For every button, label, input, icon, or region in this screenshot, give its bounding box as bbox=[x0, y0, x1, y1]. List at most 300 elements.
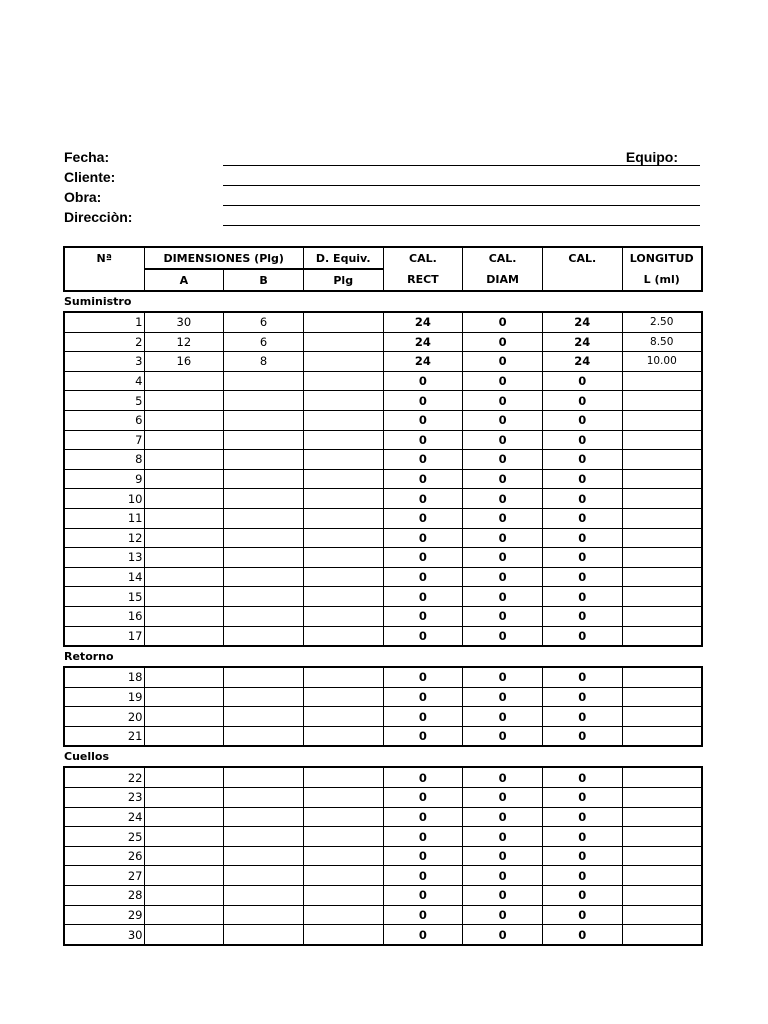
longitud-cell[interactable] bbox=[622, 925, 702, 945]
d-equiv-cell[interactable] bbox=[303, 767, 383, 787]
col-header-num: Nª bbox=[64, 247, 144, 269]
cal-rect-cell[interactable]: 0 bbox=[383, 807, 463, 827]
cal-diam-cell[interactable]: 0 bbox=[463, 567, 543, 587]
row-number-cell[interactable]: 29 bbox=[64, 905, 144, 925]
col-header-diam: DIAM bbox=[463, 269, 543, 291]
d-equiv-cell[interactable] bbox=[303, 626, 383, 646]
cal-cell[interactable]: 0 bbox=[542, 846, 622, 866]
dim-b-cell[interactable] bbox=[224, 548, 304, 568]
row-number-cell[interactable]: 24 bbox=[64, 807, 144, 827]
col-header-lml: L (ml) bbox=[622, 269, 702, 291]
dim-a-cell[interactable] bbox=[144, 788, 224, 808]
dim-b-cell[interactable] bbox=[224, 371, 304, 391]
col-header-rect: RECT bbox=[383, 269, 463, 291]
cal-diam-cell[interactable]: 0 bbox=[463, 687, 543, 707]
cal-diam-cell[interactable]: 0 bbox=[463, 886, 543, 906]
dim-b-cell[interactable] bbox=[224, 726, 304, 746]
d-equiv-cell[interactable] bbox=[303, 508, 383, 528]
cal-rect-cell[interactable]: 0 bbox=[383, 508, 463, 528]
cal-diam-cell[interactable]: 0 bbox=[463, 846, 543, 866]
d-equiv-cell[interactable] bbox=[303, 866, 383, 886]
cal-cell[interactable]: 0 bbox=[542, 866, 622, 886]
d-equiv-cell[interactable] bbox=[303, 391, 383, 411]
col-header-plg: Plg bbox=[303, 269, 383, 291]
row-number-cell[interactable]: 5 bbox=[64, 391, 144, 411]
cal-cell[interactable]: 0 bbox=[542, 606, 622, 626]
cal-cell[interactable]: 24 bbox=[542, 312, 622, 332]
row-number-cell[interactable]: 13 bbox=[64, 548, 144, 568]
dim-b-cell[interactable] bbox=[224, 410, 304, 430]
dim-a-cell[interactable] bbox=[144, 846, 224, 866]
longitud-cell[interactable]: 8.50 bbox=[622, 332, 702, 352]
fecha-label: Fecha: bbox=[64, 149, 110, 165]
cal-rect-cell[interactable]: 0 bbox=[383, 687, 463, 707]
direccion-line bbox=[223, 225, 700, 226]
d-equiv-cell[interactable] bbox=[303, 312, 383, 332]
dim-a-cell[interactable] bbox=[144, 567, 224, 587]
dim-b-cell[interactable] bbox=[224, 587, 304, 607]
cal-rect-cell[interactable]: 0 bbox=[383, 469, 463, 489]
equipo-label: Equipo: bbox=[625, 149, 678, 165]
longitud-cell[interactable] bbox=[622, 528, 702, 548]
row-number-cell[interactable]: 30 bbox=[64, 925, 144, 945]
table-row bbox=[64, 606, 702, 626]
table-row bbox=[64, 450, 702, 470]
direccion-label: Direcciòn: bbox=[64, 209, 133, 225]
table-row bbox=[64, 788, 702, 808]
dim-b-cell[interactable] bbox=[224, 508, 304, 528]
longitud-cell[interactable] bbox=[622, 626, 702, 646]
dim-b-cell[interactable] bbox=[224, 827, 304, 847]
col-header-dequiv: D. Equiv. bbox=[303, 247, 383, 269]
table-row bbox=[64, 528, 702, 548]
table-row bbox=[64, 352, 702, 372]
dim-a-cell[interactable] bbox=[144, 469, 224, 489]
col-header-a: A bbox=[144, 269, 224, 291]
cal-cell[interactable]: 0 bbox=[542, 391, 622, 411]
row-number-cell[interactable]: 26 bbox=[64, 846, 144, 866]
dim-a-cell[interactable]: 30 bbox=[144, 312, 224, 332]
longitud-cell[interactable] bbox=[622, 866, 702, 886]
cal-rect-cell[interactable]: 0 bbox=[383, 726, 463, 746]
cal-diam-cell[interactable]: 0 bbox=[463, 788, 543, 808]
longitud-cell[interactable] bbox=[622, 886, 702, 906]
cal-rect-cell[interactable]: 0 bbox=[383, 430, 463, 450]
table-row bbox=[64, 430, 702, 450]
cal-diam-cell[interactable]: 0 bbox=[463, 667, 543, 687]
row-number-cell[interactable]: 21 bbox=[64, 726, 144, 746]
cal-cell[interactable]: 0 bbox=[542, 450, 622, 470]
cal-diam-cell[interactable]: 0 bbox=[463, 807, 543, 827]
table-row bbox=[64, 905, 702, 925]
cal-rect-cell[interactable]: 0 bbox=[383, 905, 463, 925]
longitud-cell[interactable] bbox=[622, 606, 702, 626]
d-equiv-cell[interactable] bbox=[303, 905, 383, 925]
table-row bbox=[64, 410, 702, 430]
cal-cell[interactable]: 0 bbox=[542, 469, 622, 489]
dim-a-cell[interactable] bbox=[144, 925, 224, 945]
dim-b-cell[interactable] bbox=[224, 925, 304, 945]
cal-diam-cell[interactable]: 0 bbox=[463, 905, 543, 925]
d-equiv-cell[interactable] bbox=[303, 450, 383, 470]
table-row bbox=[64, 866, 702, 886]
dim-a-cell[interactable] bbox=[144, 606, 224, 626]
d-equiv-cell[interactable] bbox=[303, 687, 383, 707]
cal-cell[interactable]: 0 bbox=[542, 489, 622, 509]
section-title: Suministro bbox=[64, 295, 132, 308]
cal-cell[interactable]: 0 bbox=[542, 925, 622, 945]
row-number-cell[interactable]: 25 bbox=[64, 827, 144, 847]
dim-a-cell[interactable] bbox=[144, 391, 224, 411]
d-equiv-cell[interactable] bbox=[303, 567, 383, 587]
d-equiv-cell[interactable] bbox=[303, 489, 383, 509]
obra-label: Obra: bbox=[64, 189, 102, 205]
row-number-cell[interactable]: 9 bbox=[64, 469, 144, 489]
longitud-cell[interactable] bbox=[622, 410, 702, 430]
cal-cell[interactable]: 24 bbox=[542, 352, 622, 372]
row-number-cell[interactable]: 3 bbox=[64, 352, 144, 372]
section-row bbox=[64, 646, 702, 667]
d-equiv-cell[interactable] bbox=[303, 332, 383, 352]
row-number-cell[interactable]: 17 bbox=[64, 626, 144, 646]
cal-cell[interactable]: 0 bbox=[542, 807, 622, 827]
dim-a-cell[interactable] bbox=[144, 905, 224, 925]
fecha-row bbox=[64, 148, 700, 168]
cal-cell[interactable]: 0 bbox=[542, 707, 622, 727]
longitud-cell[interactable]: 10.00 bbox=[622, 352, 702, 372]
table-row bbox=[64, 371, 702, 391]
dim-a-cell[interactable] bbox=[144, 886, 224, 906]
dim-a-cell[interactable] bbox=[144, 807, 224, 827]
col-header-cal-rect: CAL. bbox=[383, 247, 463, 269]
cal-cell[interactable]: 0 bbox=[542, 508, 622, 528]
longitud-cell[interactable] bbox=[622, 371, 702, 391]
cal-diam-cell[interactable]: 0 bbox=[463, 587, 543, 607]
table-row bbox=[64, 469, 702, 489]
table-row bbox=[64, 391, 702, 411]
dim-b-cell[interactable] bbox=[224, 905, 304, 925]
direccion-row bbox=[64, 208, 700, 228]
cal-diam-cell[interactable]: 0 bbox=[463, 469, 543, 489]
table-row bbox=[64, 687, 702, 707]
cal-rect-cell[interactable]: 0 bbox=[383, 707, 463, 727]
table-row bbox=[64, 767, 702, 787]
dim-a-cell[interactable] bbox=[144, 489, 224, 509]
table-row bbox=[64, 312, 702, 332]
cal-cell[interactable]: 0 bbox=[542, 567, 622, 587]
d-equiv-cell[interactable] bbox=[303, 807, 383, 827]
row-number-cell[interactable]: 10 bbox=[64, 489, 144, 509]
d-equiv-cell[interactable] bbox=[303, 707, 383, 727]
cal-diam-cell[interactable]: 0 bbox=[463, 410, 543, 430]
cal-cell[interactable]: 0 bbox=[542, 410, 622, 430]
cal-diam-cell[interactable]: 0 bbox=[463, 332, 543, 352]
cal-diam-cell[interactable]: 0 bbox=[463, 827, 543, 847]
cal-diam-cell[interactable]: 0 bbox=[463, 726, 543, 746]
ducts-table bbox=[63, 246, 703, 946]
table-row bbox=[64, 846, 702, 866]
d-equiv-cell[interactable] bbox=[303, 430, 383, 450]
longitud-cell[interactable] bbox=[622, 489, 702, 509]
longitud-cell[interactable] bbox=[622, 827, 702, 847]
cal-diam-cell[interactable]: 0 bbox=[463, 371, 543, 391]
cal-rect-cell[interactable]: 0 bbox=[383, 767, 463, 787]
row-number-cell[interactable]: 20 bbox=[64, 707, 144, 727]
row-number-cell[interactable]: 22 bbox=[64, 767, 144, 787]
longitud-cell[interactable] bbox=[622, 707, 702, 727]
cal-rect-cell[interactable]: 0 bbox=[383, 528, 463, 548]
dim-b-cell[interactable] bbox=[224, 626, 304, 646]
cal-diam-cell[interactable]: 0 bbox=[463, 391, 543, 411]
dim-b-cell[interactable] bbox=[224, 430, 304, 450]
row-number-cell[interactable]: 27 bbox=[64, 866, 144, 886]
cal-rect-cell[interactable]: 0 bbox=[383, 788, 463, 808]
row-number-cell[interactable]: 28 bbox=[64, 886, 144, 906]
table-row bbox=[64, 667, 702, 687]
row-number-cell[interactable]: 12 bbox=[64, 528, 144, 548]
row-number-cell[interactable]: 14 bbox=[64, 567, 144, 587]
dim-a-cell[interactable] bbox=[144, 827, 224, 847]
dim-b-cell[interactable] bbox=[224, 807, 304, 827]
dim-a-cell[interactable] bbox=[144, 528, 224, 548]
dim-a-cell[interactable]: 16 bbox=[144, 352, 224, 372]
cal-diam-cell[interactable]: 0 bbox=[463, 352, 543, 372]
dim-b-cell[interactable] bbox=[224, 391, 304, 411]
cal-diam-cell[interactable]: 0 bbox=[463, 767, 543, 787]
table-row bbox=[64, 548, 702, 568]
dim-a-cell[interactable] bbox=[144, 687, 224, 707]
longitud-cell[interactable] bbox=[622, 807, 702, 827]
dim-a-cell[interactable] bbox=[144, 410, 224, 430]
col-header-longitud: LONGITUD bbox=[622, 247, 702, 269]
cal-diam-cell[interactable]: 0 bbox=[463, 866, 543, 886]
longitud-cell[interactable] bbox=[622, 587, 702, 607]
table-body bbox=[64, 291, 702, 945]
longitud-cell[interactable] bbox=[622, 567, 702, 587]
cal-diam-cell[interactable]: 0 bbox=[463, 626, 543, 646]
cliente-label: Cliente: bbox=[64, 169, 116, 185]
dim-a-cell[interactable] bbox=[144, 508, 224, 528]
row-number-cell[interactable]: 18 bbox=[64, 667, 144, 687]
d-equiv-cell[interactable] bbox=[303, 846, 383, 866]
cal-cell[interactable]: 0 bbox=[542, 827, 622, 847]
d-equiv-cell[interactable] bbox=[303, 726, 383, 746]
d-equiv-cell[interactable] bbox=[303, 925, 383, 945]
dim-b-cell[interactable]: 6 bbox=[224, 312, 304, 332]
d-equiv-cell[interactable] bbox=[303, 587, 383, 607]
cal-cell[interactable]: 0 bbox=[542, 667, 622, 687]
d-equiv-cell[interactable] bbox=[303, 371, 383, 391]
col-header-cal-diam: CAL. bbox=[463, 247, 543, 269]
cal-rect-cell[interactable]: 0 bbox=[383, 567, 463, 587]
cliente-line bbox=[223, 185, 700, 186]
table-row bbox=[64, 925, 702, 945]
cal-cell[interactable]: 0 bbox=[542, 626, 622, 646]
table-row bbox=[64, 489, 702, 509]
cal-rect-cell[interactable]: 24 bbox=[383, 352, 463, 372]
longitud-cell[interactable] bbox=[622, 469, 702, 489]
dim-a-cell[interactable] bbox=[144, 548, 224, 568]
form-header bbox=[64, 148, 700, 228]
cal-rect-cell[interactable]: 24 bbox=[383, 332, 463, 352]
dim-b-cell[interactable]: 6 bbox=[224, 332, 304, 352]
longitud-cell[interactable] bbox=[622, 667, 702, 687]
longitud-cell[interactable] bbox=[622, 846, 702, 866]
table-row bbox=[64, 827, 702, 847]
cal-cell[interactable]: 0 bbox=[542, 788, 622, 808]
cal-cell[interactable]: 0 bbox=[542, 430, 622, 450]
cal-rect-cell[interactable]: 24 bbox=[383, 312, 463, 332]
row-number-cell[interactable]: 19 bbox=[64, 687, 144, 707]
dim-b-cell[interactable] bbox=[224, 528, 304, 548]
longitud-cell[interactable] bbox=[622, 430, 702, 450]
dim-b-cell[interactable]: 8 bbox=[224, 352, 304, 372]
dim-a-cell[interactable] bbox=[144, 587, 224, 607]
obra-line bbox=[223, 205, 700, 206]
row-number-cell[interactable]: 8 bbox=[64, 450, 144, 470]
dim-a-cell[interactable] bbox=[144, 707, 224, 727]
table-row bbox=[64, 587, 702, 607]
section-title: Retorno bbox=[64, 650, 114, 664]
row-number-cell[interactable]: 23 bbox=[64, 788, 144, 808]
cal-rect-cell[interactable]: 0 bbox=[383, 391, 463, 411]
d-equiv-cell[interactable] bbox=[303, 788, 383, 808]
cal-diam-cell[interactable]: 0 bbox=[463, 450, 543, 470]
dim-b-cell[interactable] bbox=[224, 707, 304, 727]
cal-rect-cell[interactable]: 0 bbox=[383, 667, 463, 687]
cal-diam-cell[interactable]: 0 bbox=[463, 430, 543, 450]
dim-a-cell[interactable] bbox=[144, 430, 224, 450]
col-header-cal: CAL. bbox=[542, 247, 622, 269]
cal-rect-cell[interactable]: 0 bbox=[383, 450, 463, 470]
dim-b-cell[interactable] bbox=[224, 667, 304, 687]
dim-b-cell[interactable] bbox=[224, 886, 304, 906]
dim-b-cell[interactable] bbox=[224, 469, 304, 489]
cal-diam-cell[interactable]: 0 bbox=[463, 925, 543, 945]
cal-diam-cell[interactable]: 0 bbox=[463, 606, 543, 626]
cal-rect-cell[interactable]: 0 bbox=[383, 866, 463, 886]
obra-row bbox=[64, 188, 700, 208]
cal-cell[interactable]: 0 bbox=[542, 905, 622, 925]
row-number-cell[interactable]: 16 bbox=[64, 606, 144, 626]
cal-rect-cell[interactable]: 0 bbox=[383, 371, 463, 391]
dim-a-cell[interactable] bbox=[144, 626, 224, 646]
longitud-cell[interactable] bbox=[622, 788, 702, 808]
dim-a-cell[interactable]: 12 bbox=[144, 332, 224, 352]
longitud-cell[interactable] bbox=[622, 687, 702, 707]
d-equiv-cell[interactable] bbox=[303, 469, 383, 489]
dim-b-cell[interactable] bbox=[224, 567, 304, 587]
col-header-b: B bbox=[224, 269, 304, 291]
dim-a-cell[interactable] bbox=[144, 726, 224, 746]
row-number-cell[interactable]: 6 bbox=[64, 410, 144, 430]
dim-b-cell[interactable] bbox=[224, 450, 304, 470]
cal-rect-cell[interactable]: 0 bbox=[383, 886, 463, 906]
table-row bbox=[64, 332, 702, 352]
section-row bbox=[64, 291, 702, 312]
dim-a-cell[interactable] bbox=[144, 767, 224, 787]
d-equiv-cell[interactable] bbox=[303, 548, 383, 568]
dim-b-cell[interactable] bbox=[224, 866, 304, 886]
dim-a-cell[interactable] bbox=[144, 371, 224, 391]
cal-cell[interactable]: 0 bbox=[542, 726, 622, 746]
table-row bbox=[64, 726, 702, 746]
dim-b-cell[interactable] bbox=[224, 767, 304, 787]
d-equiv-cell[interactable] bbox=[303, 528, 383, 548]
d-equiv-cell[interactable] bbox=[303, 606, 383, 626]
cal-diam-cell[interactable]: 0 bbox=[463, 489, 543, 509]
col-header-num-blank bbox=[64, 269, 144, 291]
row-number-cell[interactable]: 15 bbox=[64, 587, 144, 607]
cal-cell[interactable]: 0 bbox=[542, 587, 622, 607]
cal-rect-cell[interactable]: 0 bbox=[383, 489, 463, 509]
longitud-cell[interactable] bbox=[622, 450, 702, 470]
cal-cell[interactable]: 24 bbox=[542, 332, 622, 352]
dim-b-cell[interactable] bbox=[224, 788, 304, 808]
d-equiv-cell[interactable] bbox=[303, 352, 383, 372]
longitud-cell[interactable] bbox=[622, 508, 702, 528]
longitud-cell[interactable] bbox=[622, 767, 702, 787]
longitud-cell[interactable] bbox=[622, 548, 702, 568]
cal-rect-cell[interactable]: 0 bbox=[383, 925, 463, 945]
dim-b-cell[interactable] bbox=[224, 489, 304, 509]
dim-a-cell[interactable] bbox=[144, 450, 224, 470]
cal-diam-cell[interactable]: 0 bbox=[463, 528, 543, 548]
cal-diam-cell[interactable]: 0 bbox=[463, 312, 543, 332]
cal-cell[interactable]: 0 bbox=[542, 886, 622, 906]
cal-cell[interactable]: 0 bbox=[542, 371, 622, 391]
longitud-cell[interactable]: 2.50 bbox=[622, 312, 702, 332]
cal-cell[interactable]: 0 bbox=[542, 548, 622, 568]
dim-b-cell[interactable] bbox=[224, 687, 304, 707]
dim-b-cell[interactable] bbox=[224, 846, 304, 866]
longitud-cell[interactable] bbox=[622, 391, 702, 411]
d-equiv-cell[interactable] bbox=[303, 667, 383, 687]
d-equiv-cell[interactable] bbox=[303, 886, 383, 906]
row-number-cell[interactable]: 1 bbox=[64, 312, 144, 332]
cal-rect-cell[interactable]: 0 bbox=[383, 587, 463, 607]
section-row bbox=[64, 746, 702, 767]
row-number-cell[interactable]: 4 bbox=[64, 371, 144, 391]
cal-rect-cell[interactable]: 0 bbox=[383, 846, 463, 866]
cal-rect-cell[interactable]: 0 bbox=[383, 606, 463, 626]
table-row bbox=[64, 567, 702, 587]
table-row bbox=[64, 886, 702, 906]
cliente-row bbox=[64, 168, 700, 188]
longitud-cell[interactable] bbox=[622, 905, 702, 925]
dim-b-cell[interactable] bbox=[224, 606, 304, 626]
row-number-cell[interactable]: 7 bbox=[64, 430, 144, 450]
col-header-cal-blank bbox=[542, 269, 622, 291]
cal-rect-cell[interactable]: 0 bbox=[383, 548, 463, 568]
row-number-cell[interactable]: 11 bbox=[64, 508, 144, 528]
cal-rect-cell[interactable]: 0 bbox=[383, 827, 463, 847]
longitud-cell[interactable] bbox=[622, 726, 702, 746]
dim-a-cell[interactable] bbox=[144, 866, 224, 886]
cal-diam-cell[interactable]: 0 bbox=[463, 707, 543, 727]
cal-cell[interactable]: 0 bbox=[542, 528, 622, 548]
d-equiv-cell[interactable] bbox=[303, 410, 383, 430]
row-number-cell[interactable]: 2 bbox=[64, 332, 144, 352]
d-equiv-cell[interactable] bbox=[303, 827, 383, 847]
cal-diam-cell[interactable]: 0 bbox=[463, 548, 543, 568]
cal-rect-cell[interactable]: 0 bbox=[383, 410, 463, 430]
cal-diam-cell[interactable]: 0 bbox=[463, 508, 543, 528]
cal-rect-cell[interactable]: 0 bbox=[383, 626, 463, 646]
dim-a-cell[interactable] bbox=[144, 667, 224, 687]
cal-cell[interactable]: 0 bbox=[542, 767, 622, 787]
cal-cell[interactable]: 0 bbox=[542, 687, 622, 707]
